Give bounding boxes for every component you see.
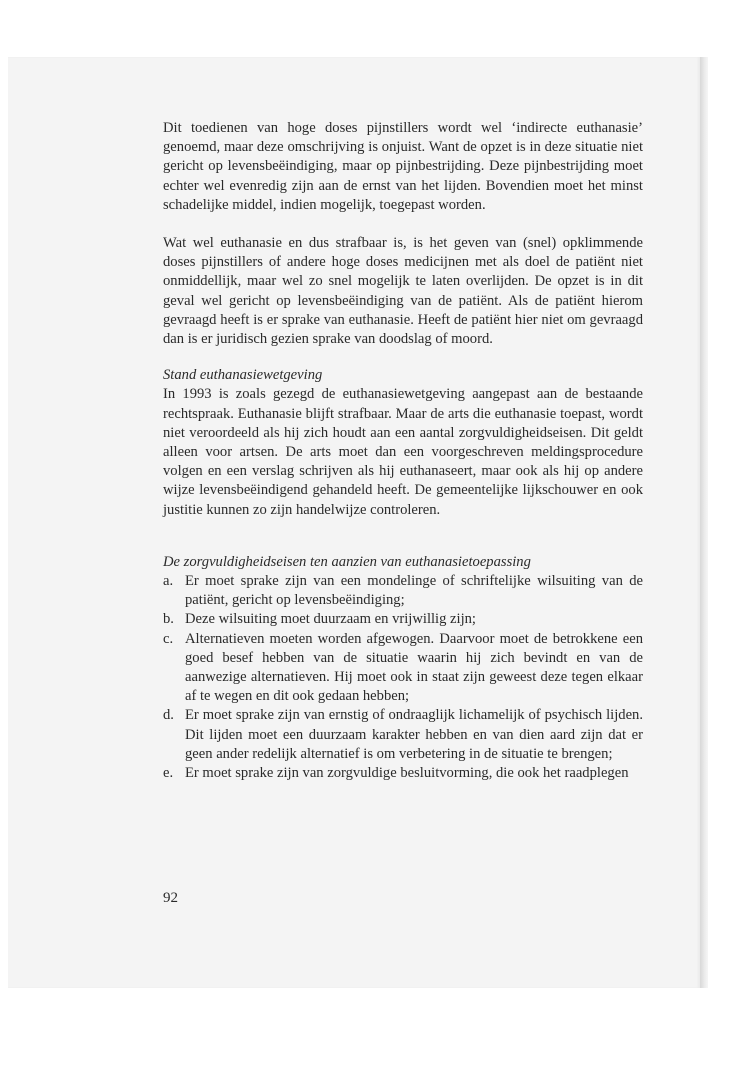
due-care-criteria-list — [163, 572, 643, 783]
list-item-text: Er moet sprake zijn van zorgvuldige besluitvorming, die ook het raadplegen — [185, 765, 629, 782]
page-edge — [700, 57, 708, 988]
list-item-text: Alternatieven moeten worden afgewogen. Daarvoor moet de betrokkene een goed besef hebben van de situatie waarin hij zich bevindt en van de aanwezige alternatieven. Hij moet ook in staat zijn geweest deze tegen elkaar af te wegen en dit ook gedaan hebben; — [185, 630, 643, 705]
body-text — [163, 119, 643, 783]
list-item — [163, 764, 643, 783]
list-item — [163, 630, 643, 707]
section-heading-due-care-criteria: De zorgvuldigheidseisen ten aanzien van euthanasietoepassing — [163, 553, 531, 570]
paragraph-punishable-euthanasia: Wat wel euthanasie en dus strafbaar is, is het geven van (snel) opklimmende doses pijnstillers of andere hoge doses medicijnen met als doel de patiënt niet onmiddellijk, maar wel zo snel mogelijk te laten overlijden. De opzet is in dit geval wel gericht op levensbeëindiging van de patiënt. Als de patiënt hierom gevraagd heeft is er sprake van euthanasie. Heeft de patiënt hier niet om gevraagd dan is er juridisch gezien sprake van doodslag of moord. — [163, 235, 643, 348]
list-item-text: Er moet sprake zijn van een mondelinge of schriftelijke wilsuiting van de patiënt, gericht op levensbeëindiging; — [185, 573, 643, 609]
page-number: 92 — [163, 890, 178, 906]
paragraph-indirect-euthanasia: Dit toedienen van hoge doses pijnstillers wordt wel ‘indirecte euthanasie’ genoemd, maar deze omschrijving is onjuist. Want de opzet is in deze situatie niet gericht op levensbeëindiging, maar op pijnbestrijding. Deze pijnbestrijding moet echter wel evenredig zijn aan de ernst van het lijden. Bovendien moet het minst schadelijke middel, indien mogelijk, toegepast worden. — [163, 120, 643, 213]
list-item — [163, 572, 643, 610]
list-item — [163, 706, 643, 764]
section-heading-legislation: Stand euthanasiewetgeving — [163, 367, 323, 384]
list-item-text: Er moet sprake zijn van ernstig of ondraaglijk lichamelijk of psychisch lijden. Dit lijden moet een duurzaam karakter hebben en van dien aard zijn dat er geen ander redelijk alternatief is om verbetering in de situatie te brengen; — [185, 707, 643, 762]
list-marker: c. — [163, 630, 174, 647]
list-item-text: Deze wilsuiting moet duurzaam en vrijwillig zijn; — [185, 611, 476, 628]
list-marker: d. — [163, 707, 174, 724]
list-marker: a. — [163, 573, 174, 590]
list-marker: e. — [163, 765, 174, 782]
paragraph-legislation-1993: In 1993 is zoals gezegd de euthanasiewetgeving aangepast aan de bestaande rechtspraak. Euthanasie blijft strafbaar. Maar de arts die euthanasie toepast, wordt niet veroordeeld als hij zich houdt aan een aantal zorgvuldigheidseisen. Dit geldt alleen voor artsen. De arts moet dan een voorgeschreven meldingsprocedure volgen en een verslag schrijven als hij euthanaseert, maar ook als hij op andere wijze levensbeëindigend gehandeld heeft. De gemeentelijke lijkschouwer en ook justitie kunnen zo zijn handelwijze controleren. — [163, 386, 643, 518]
list-marker: b. — [163, 611, 174, 628]
list-item — [163, 610, 643, 629]
